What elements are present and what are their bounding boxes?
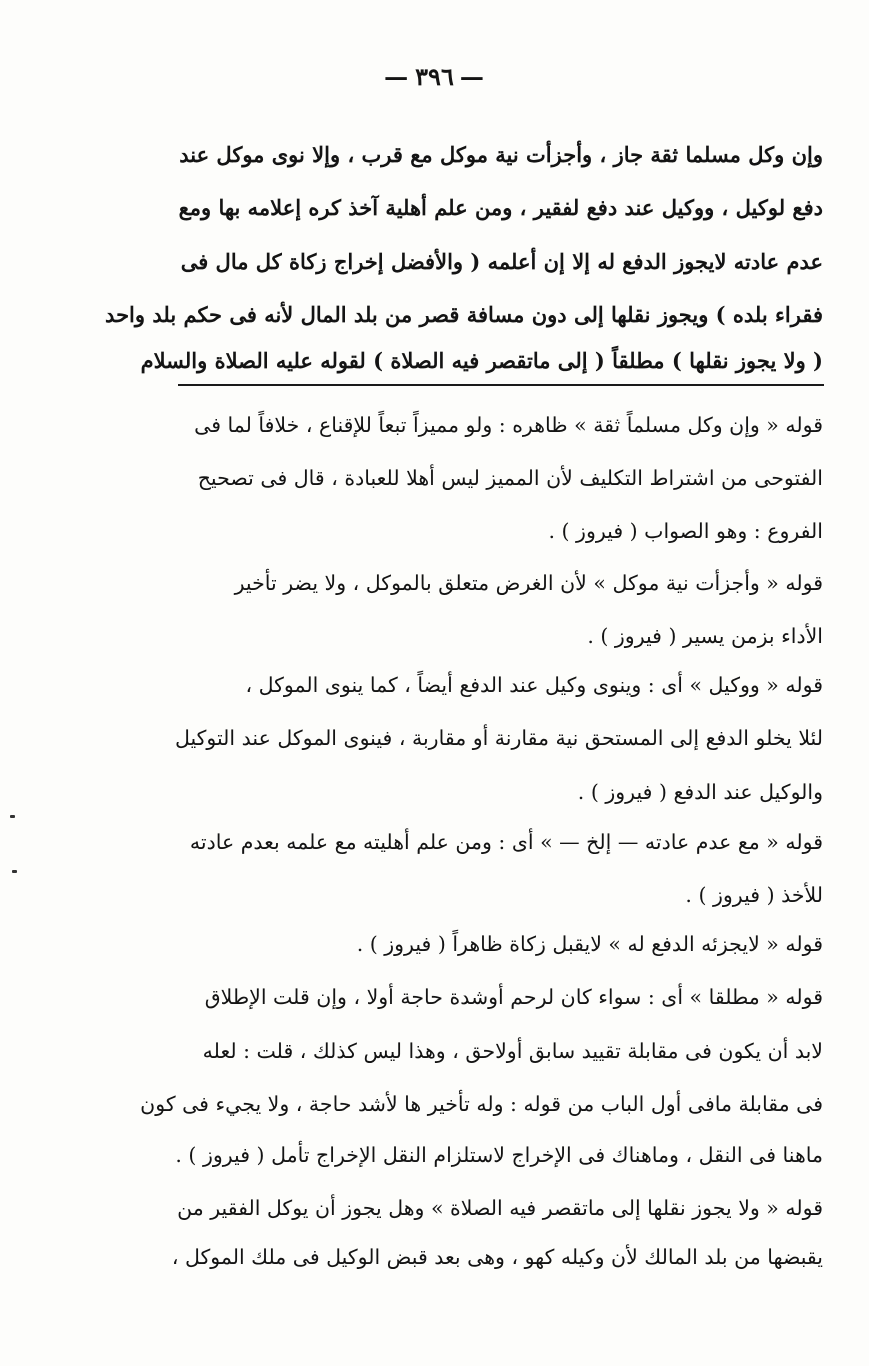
note-line: قوله « وأجزأت نية موكل » لأن الغرض متعلق بالموكل ، ولا يضر تأخير xyxy=(234,571,823,595)
note-line: الأداء بزمن يسير ( فيروز ) . xyxy=(587,624,823,648)
note-line: الفروع : وهو الصواب ( فيروز ) . xyxy=(548,519,823,543)
footnote-separator xyxy=(178,384,824,386)
main-line: وإن وكل مسلما ثقة جاز ، وأجزأت نية موكل مع قرب ، وإلا نوى موكل عند xyxy=(179,142,823,167)
main-line: ( ولا يجوز نقلها ) مطلقاً ( إلى ماتقصر فيه الصلاة ) لقوله عليه الصلاة والسلام xyxy=(140,348,823,373)
note-line: قوله « وإن وكل مسلماً ثقة » ظاهره : ولو مميزاً تبعاً للإقناع ، خلافاً لما فى xyxy=(194,413,823,437)
page-number-value: ٣٩٦ xyxy=(415,62,454,91)
note-line: يقبضها من بلد المالك لأن وكيله كهو ، وهى بعد قبض الوكيل فى ملك الموكل ، xyxy=(171,1245,823,1269)
main-line: دفع لوكيل ، ووكيل عند دفع لفقير ، ومن علم أهلية آخذ كره إعلامه بها ومع xyxy=(178,195,823,220)
note-line: قوله « ووكيل » أى : وينوى وكيل عند الدفع أيضاً ، كما ينوى الموكل ، xyxy=(245,673,823,697)
note-line: قوله « مع عدم عادته — إلخ — » أى : ومن علم أهليته مع علمه بعدم عادته xyxy=(189,830,823,854)
note-line: قوله « ولا يجوز نقلها إلى ماتقصر فيه الصلاة » وهل يجوز أن يوكل الفقير من xyxy=(177,1196,823,1220)
main-line: عدم عادته لايجوز الدفع له إلا إن أعلمه ( والأفضل إخراج زكاة كل مال فى xyxy=(180,249,823,274)
note-line: الفتوحى من اشتراط التكليف لأن المميز ليس أهلا للعبادة ، قال فى تصحيح xyxy=(197,466,823,490)
margin-mark xyxy=(12,870,17,873)
margin-mark xyxy=(10,815,15,818)
note-line: ماهنا فى النقل ، وماهناك فى الإخراج لاستلزام النقل الإخراج تأمل ( فيروز ) . xyxy=(175,1143,823,1167)
dash-left: — xyxy=(384,62,410,91)
dash-right: — xyxy=(459,62,485,91)
note-line: لئلا يخلو الدفع إلى المستحق نية مقارنة أو مقاربة ، فينوى الموكل عند التوكيل xyxy=(174,726,823,750)
main-line: فقراء بلده ) ويجوز نقلها إلى دون مسافة قصر من بلد المال لأنه فى حكم بلد واحد xyxy=(105,302,823,327)
note-line: قوله « لايجزئه الدفع له » لايقبل زكاة ظاهراً ( فيروز ) . xyxy=(356,932,823,956)
note-line: قوله « مطلقا » أى : سواء كان لرحم أوشدة حاجة أولا ، وإن قلت الإطلاق xyxy=(204,985,823,1009)
page-number xyxy=(0,62,869,91)
note-line: والوكيل عند الدفع ( فيروز ) . xyxy=(577,780,823,804)
note-line: فى مقابلة مافى أول الباب من قوله : وله تأخير ها لأشد حاجة ، ولا يجيء فى كون xyxy=(140,1092,823,1116)
note-line: لابد أن يكون فى مقابلة تقييد سابق أولاحق ، وهذا ليس كذلك ، قلت : لعله xyxy=(202,1039,823,1063)
note-line: للأخذ ( فيروز ) . xyxy=(685,883,823,907)
